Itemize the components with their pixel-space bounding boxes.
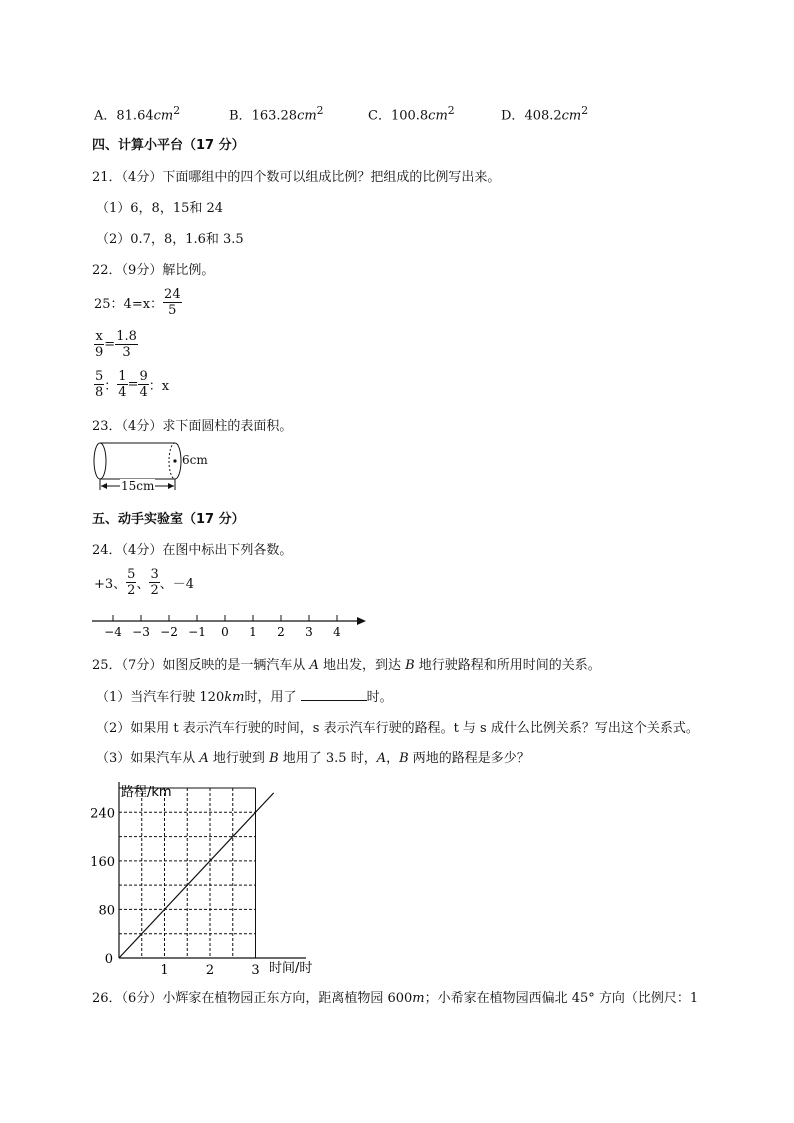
- number-line-arrow: [357, 617, 366, 625]
- number-line-label: 4: [333, 625, 341, 639]
- x-axis-label: 时间/时: [269, 961, 313, 976]
- q25-part-3: （3）如果汽车从 A 地行驶到 B 地用了 3.5 时，A，B 两地的路程是多少？: [96, 751, 530, 766]
- q22-equation-2: $\frac{x}{9}$ = $\frac{1.8}{3}$: [95, 329, 137, 360]
- q26-stem: 26．（6分）小辉家在植物园正东方向，距离植物园 600m；小希家在植物园西偏北 45° 方向（比例尺：1: [92, 991, 699, 1006]
- number-line-label: 0: [221, 625, 229, 639]
- number-line: [90, 612, 375, 642]
- y-tick-label: 80: [98, 903, 115, 919]
- q21-stem: 21．（4分）下面哪组中的四个数可以组成比例？把组成的比例写出来。: [92, 170, 501, 185]
- y-tick-label: 0: [104, 952, 113, 967]
- q25-part-2: （2）如果用 t 表示汽车行驶的时间，s 表示汽车行驶的路程。t 与 s 成什么比例关系？写出这个关系式。: [96, 721, 699, 736]
- q23-stem: 23．（4分）求下面圆柱的表面积。: [92, 419, 293, 434]
- option-a: A．$81.64cm^2$: [94, 104, 181, 124]
- y-tick-label: 240: [90, 806, 115, 822]
- answer-blank[interactable]: [301, 688, 367, 701]
- chart-axes: [119, 782, 306, 958]
- q22-equation-3: $\frac{5}{8}$ ： $\frac{1}{4}$ = $\frac{9}{4}$ ：x: [95, 369, 170, 400]
- q25-stem: 25．（7分）如图反映的是一辆汽车从 A 地出发，到达 B 地行驶路程和所用时间的关系。: [92, 658, 601, 673]
- x-tick-label: 2: [205, 963, 215, 976]
- q21-item-2: （2）0.7，8，1.6和 3.5: [96, 232, 244, 247]
- number-line-label: 1: [249, 625, 257, 639]
- section-title-4: 四、计算小平台（17 分）: [92, 138, 245, 153]
- chart-grid: [119, 788, 256, 958]
- diameter-label: 6cm: [182, 453, 208, 467]
- q24-numbers: +3、 $\frac{5}{2}$ 、 $\frac{3}{2}$ 、－4: [94, 567, 195, 598]
- x-tick-label: 1: [160, 963, 169, 976]
- cylinder-center-dot: [173, 459, 176, 462]
- number-line-label: −3: [132, 625, 150, 639]
- q24-stem: 24．（4分）在图中标出下列各数。: [92, 543, 293, 558]
- y-tick-label: 160: [90, 854, 115, 870]
- option-d: D．$408.2cm^2$: [501, 104, 589, 124]
- x-tick-label: 3: [251, 963, 260, 976]
- number-line-label: −2: [160, 625, 178, 639]
- chart-ticks: [90, 806, 259, 976]
- number-line-label: −4: [104, 625, 122, 639]
- length-label: 15cm: [121, 479, 155, 493]
- number-line-label: 2: [277, 625, 285, 639]
- q25-part-1: （1）当汽车行驶 120km时，用了 时。: [96, 690, 393, 705]
- distance-time-chart: [88, 776, 328, 976]
- cylinder-left-end: [94, 443, 106, 479]
- option-b: B．$163.28cm^2$: [229, 104, 324, 124]
- q22-equation-1: 25：4=x： $\frac{24}{5}$: [94, 287, 181, 318]
- section-title-5: 五、动手实验室（17 分）: [92, 512, 245, 527]
- number-line-label: −1: [188, 625, 206, 639]
- q22-stem: 22．（9分）解比例。: [92, 263, 215, 278]
- number-line-label: 3: [305, 625, 313, 639]
- q21-item-1: （1）6，8，15和 24: [96, 201, 224, 216]
- option-c: C．$100.8cm^2$: [368, 104, 455, 124]
- y-axis-label: 路程/km: [121, 785, 172, 800]
